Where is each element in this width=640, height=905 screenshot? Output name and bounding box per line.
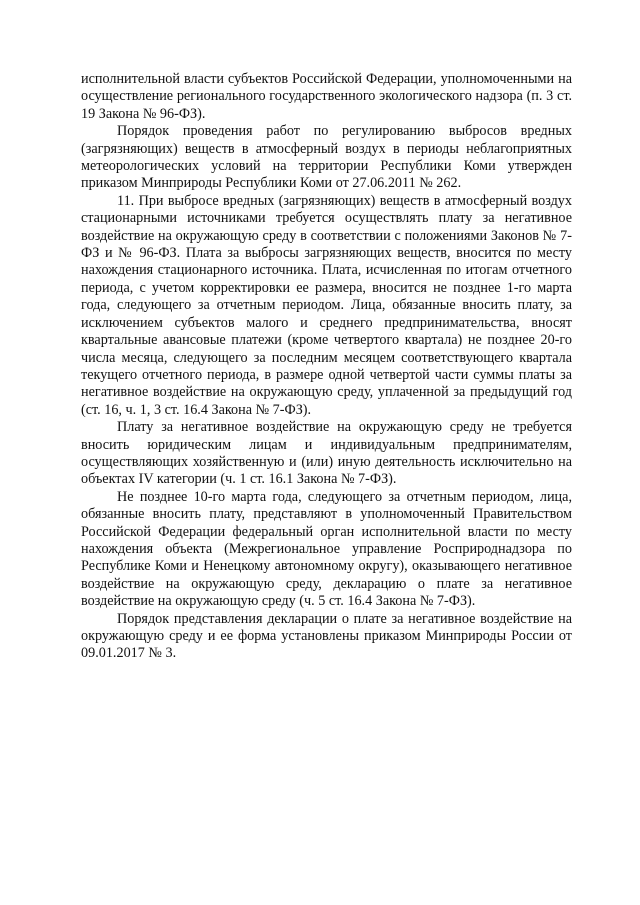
paragraph-declaration-deadline: Не позднее 10-го марта года, следующего за отчетным периодом, лица, обязанные вносить плату, представляют в уполномоченный Правительством Российской Федерации федеральный орган исполнительной власти по месту нахождения объекта (Межрегиональное управление Росприроднадзора по Республике Коми и Ненецкому автономному округу), оказывающего негативное воздействие на окружающую среду, декларацию о плате за негативное воздействие на окружающую среду (ч. 5 ст. 16.4 Закона № 7-ФЗ).: [81, 488, 572, 610]
paragraph-nmu-procedure: Порядок проведения работ по регулированию выбросов вредных (загрязняющих) веществ в атмосферный воздух в периоды неблагоприятных метеорологических условий на территории Республики Коми утвержден приказом Минприроды Республики Коми от 27.06.2011 № 262.: [81, 123, 572, 192]
paragraph-declaration-form: Порядок представления декларации о плате за негативное воздействие на окружающую среду и ее форма установлены приказом Минприроды России от 09.01.2017 № 3.: [81, 610, 572, 662]
paragraph-item-11-payment: 11. При выбросе вредных (загрязняющих) веществ в атмосферный воздух стационарными источниками требуется осуществлять плату за негативное воздействие на окружающую среду в соответствии с положениями Законов № 7-ФЗ и № 96-ФЗ. Плата за выбросы загрязняющих веществ, вносится по месту нахождения стационарного источника. Плата, исчисленная по итогам отчетного периода, с учетом корректировки ее размера, вносится не позднее 1-го марта года, следующего за отчетным периодом. Лица, обязанные вносить плату, за исключением субъектов малого и среднего предпринимательства, вносят квартальные авансовые платежи (кроме четвертого квартала) не позднее 20-го числа месяца, следующего за последним месяцем соответствующего квартала текущего отчетного периода, в размере одной четвертой части суммы платы за негативное воздействие на окружающую среду, уплаченной за предыдущий год (ст. 16, ч. 1, 3 ст. 16.4 Закона № 7-ФЗ).: [81, 192, 572, 418]
paragraph-continuation: исполнительной власти субъектов Российской Федерации, уполномоченными на осуществление регионального государственного экологического надзора (п. 3 ст. 19 Закона № 96-ФЗ).: [81, 71, 572, 122]
document-page: [81, 71, 572, 663]
paragraph-payment-exemption: Плату за негативное воздействие на окружающую среду не требуется вносить юридическим лицам и индивидуальным предпринимателям, осуществляющих хозяйственную и (или) иную деятельность исключительно на объектах IV категории (ч. 1 ст. 16.1 Закона № 7-ФЗ).: [81, 419, 572, 488]
